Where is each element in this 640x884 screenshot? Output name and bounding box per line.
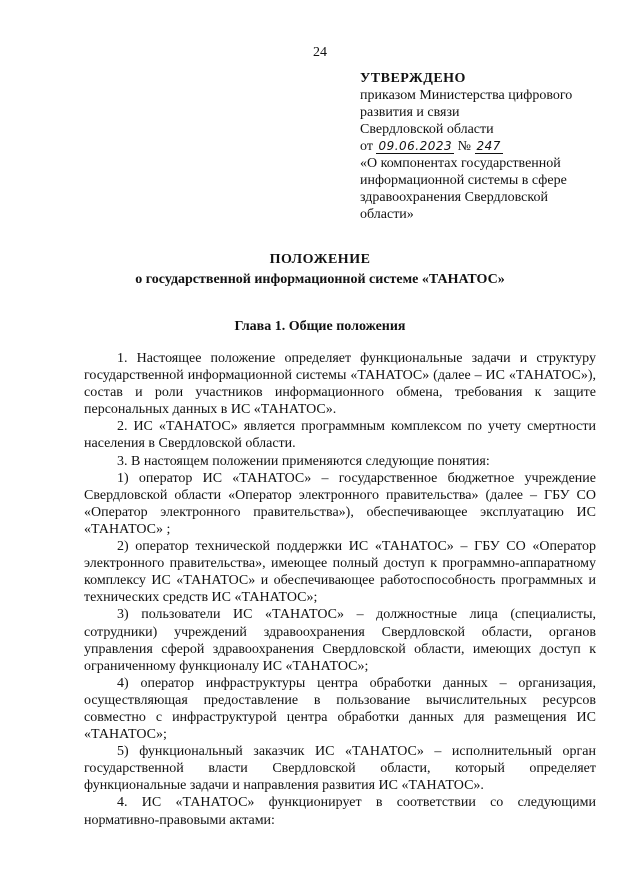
document-subtitle: о государственной информационной системе «ТАНАТОС» [135, 272, 505, 287]
paragraph: 5) функциональный заказчик ИС «ТАНАТОС» – исполнительный орган государственной власти Свердловской области, который определяет функциональные задачи и направления развития ИС «ТАНАТОС». [84, 744, 596, 794]
approval-subject: «О компонентах государственной информационной системы в сфере здравоохранения Свердловской области» [360, 156, 567, 222]
approval-date-line [360, 138, 600, 155]
approval-title: УТВЕРЖДЕНО [360, 71, 466, 86]
date-prefix: от [360, 139, 373, 154]
page-number: 24 [313, 45, 327, 60]
document-body [84, 350, 596, 829]
approval-line-3: Свердловской области [360, 122, 494, 137]
document-title: ПОЛОЖЕНИЕ [269, 252, 371, 267]
paragraph: 4) оператор инфраструктуры центра обработки данных – организация, осуществляющая предоставление в пользование вычислительных ресурсов совместно с инфраструктурой центра обработки данных для размещения ИС «ТАНАТОС»; [84, 675, 596, 743]
paragraph: 2. ИС «ТАНАТОС» является программным комплексом по учету смертности населения в Свердловской области. [84, 419, 596, 452]
paragraph: 3) пользователи ИС «ТАНАТОС» – должностные лица (специалисты, сотрудники) учреждений здравоохранения Свердловской области, органов управления сферой здравоохранения Свердловской области, имеющих доступ к ограниченному функционалу ИС «ТАНАТОС»; [84, 607, 596, 674]
paragraph: 2) оператор технической поддержки ИС «ТАНАТОС» – ГБУ СО «Оператор электронного правительства», имеющее полный доступ к программно-аппаратному комплексу ИС «ТАНАТОС» и обеспечивающее работоспособность программных и технических средств ИС «ТАНАТОС»; [84, 539, 596, 606]
paragraph: 1. Настоящее положение определяет функциональные задачи и структуру государственной информационной системы «ТАНАТОС» (далее – ИС «ТАНАТОС»), состав и роли участников информационного обмена, требования к защите персональных данных в ИС «ТАНАТОС». [84, 351, 596, 418]
date-value: 09.06.2023 [378, 139, 453, 153]
paragraph: 3. В настоящем положении применяются следующие понятия: [117, 453, 490, 469]
approval-line-1: приказом Министерства цифрового [360, 88, 573, 103]
chapter-heading: Глава 1. Общие положения [234, 319, 406, 334]
approval-block [360, 70, 600, 223]
paragraph: 4. ИС «ТАНАТОС» функционирует в соответствии со следующими нормативно-правовыми актами: [84, 795, 596, 828]
number-value: 247 [476, 139, 501, 153]
number-prefix: № [457, 139, 472, 154]
paragraph: 1) оператор ИС «ТАНАТОС» – государственное бюджетное учреждение Свердловской области «Оператор электронного правительства» (далее – ГБУ СО «Оператор электронного правительства»), обеспечивающее эксплуатацию ИС «ТАНАТОС» ; [84, 470, 596, 537]
approval-line-2: развития и связи [360, 105, 460, 120]
